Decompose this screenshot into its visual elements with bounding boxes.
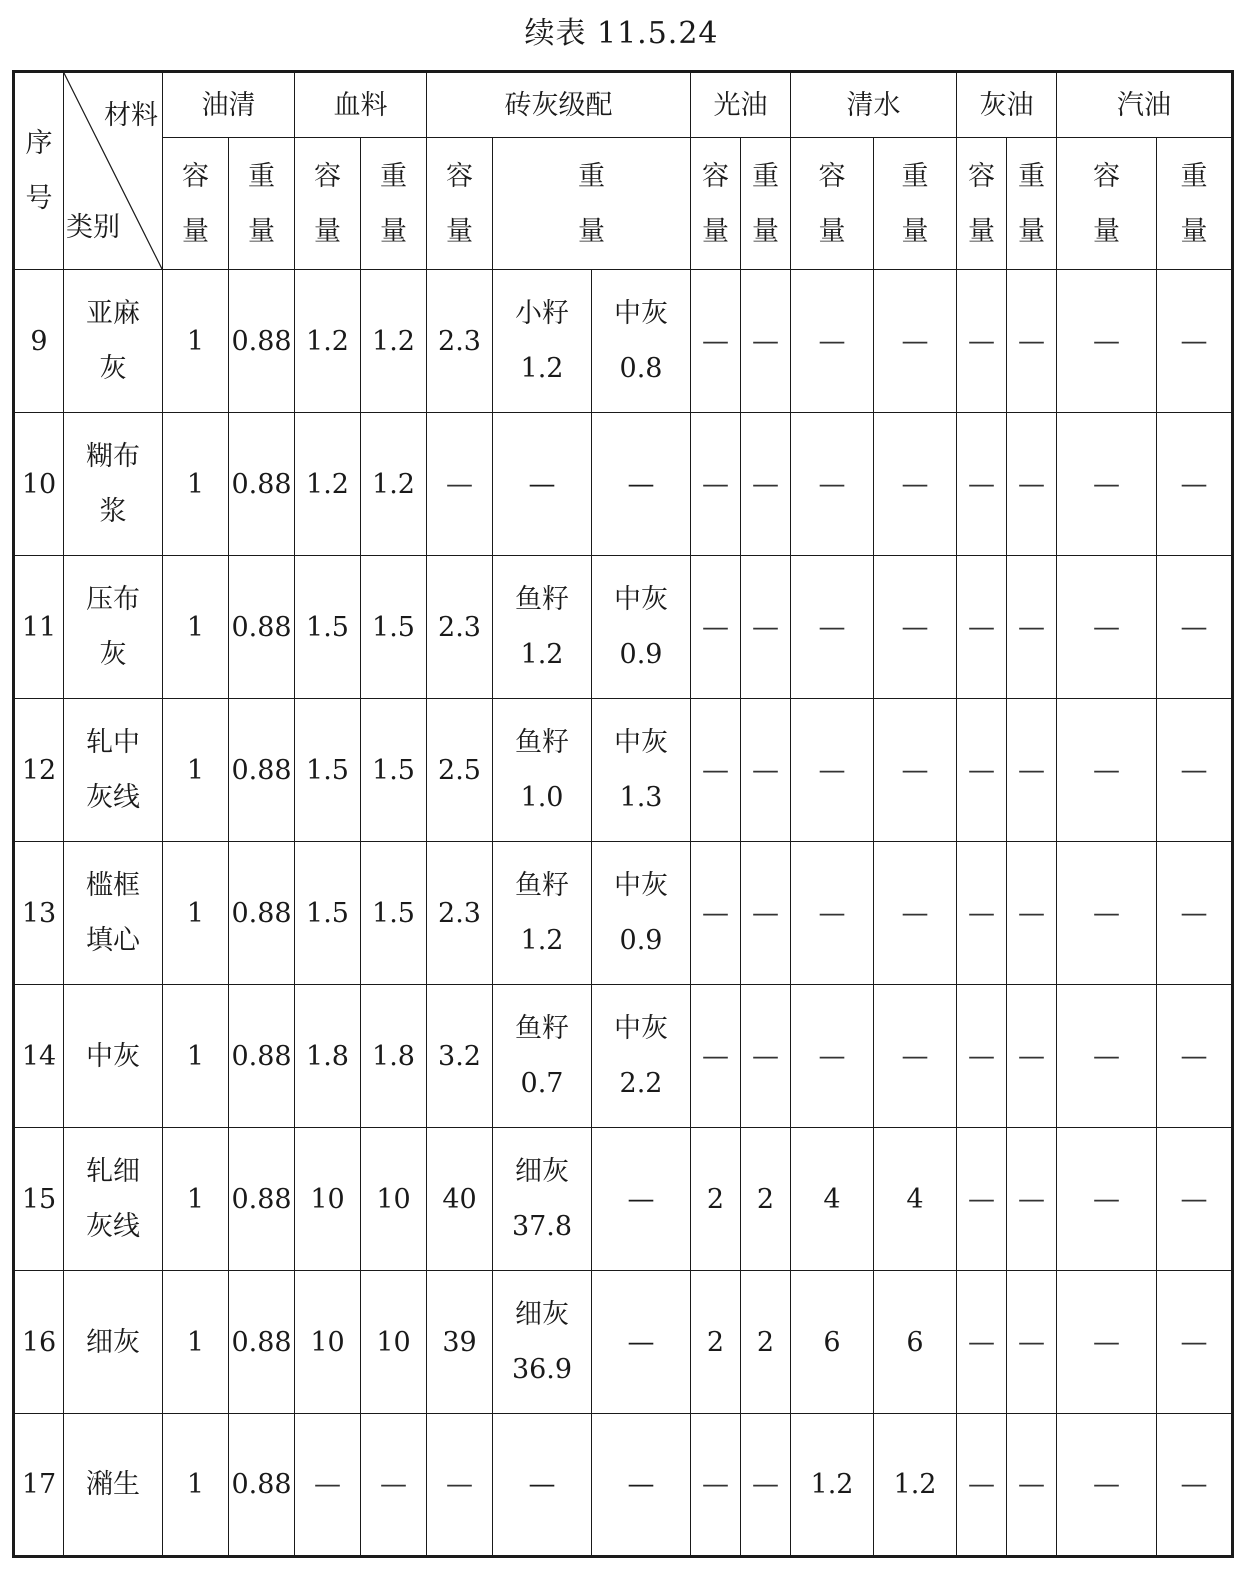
cell-light-vol: 2 bbox=[691, 1271, 741, 1414]
row-number: 9 bbox=[14, 270, 64, 413]
cell-water-vol: 1.2 bbox=[791, 1414, 874, 1557]
cell-water-wt: — bbox=[874, 556, 957, 699]
cell-water-vol: — bbox=[791, 842, 874, 985]
row-number: 14 bbox=[14, 985, 64, 1128]
subheader-light-wt: 重 量 bbox=[741, 138, 791, 270]
cell-grading-g1: 鱼籽 0.7 bbox=[493, 985, 592, 1128]
cell-ash-vol: — bbox=[957, 842, 1007, 985]
cell-oil-wt: 0.88 bbox=[229, 270, 295, 413]
cell-oil-wt: 0.88 bbox=[229, 1128, 295, 1271]
cell-light-wt: — bbox=[741, 985, 791, 1128]
cell-grading-g2: 中灰 1.3 bbox=[592, 699, 691, 842]
cell-grading-g2: 中灰 0.8 bbox=[592, 270, 691, 413]
cell-water-vol: 6 bbox=[791, 1271, 874, 1414]
cell-oil-vol: 1 bbox=[163, 1414, 229, 1557]
cell-brick-vol: 2.3 bbox=[427, 270, 493, 413]
cell-gas-wt: — bbox=[1157, 699, 1233, 842]
cell-light-vol: — bbox=[691, 556, 741, 699]
table-row bbox=[14, 985, 1233, 1128]
cell-oil-wt: 0.88 bbox=[229, 699, 295, 842]
cell-brick-vol: 40 bbox=[427, 1128, 493, 1271]
row-number: 13 bbox=[14, 842, 64, 985]
row-number: 17 bbox=[14, 1414, 64, 1557]
cell-gas-vol: — bbox=[1057, 842, 1157, 985]
table-body bbox=[14, 270, 1233, 1557]
cell-light-wt: — bbox=[741, 413, 791, 556]
cell-light-vol: — bbox=[691, 270, 741, 413]
row-number: 15 bbox=[14, 1128, 64, 1271]
cell-brick-vol: — bbox=[427, 1414, 493, 1557]
cell-blood-vol: — bbox=[295, 1414, 361, 1557]
cell-ash-wt: — bbox=[1007, 1414, 1057, 1557]
cell-oil-vol: 1 bbox=[163, 842, 229, 985]
cell-water-wt: — bbox=[874, 699, 957, 842]
cell-water-wt: — bbox=[874, 270, 957, 413]
header-category-label: 类别 bbox=[66, 212, 120, 243]
header-group-brick: 砖灰级配 bbox=[427, 72, 691, 138]
cell-grading-g1: 鱼籽 1.0 bbox=[493, 699, 592, 842]
subheader-blood-wt: 重 量 bbox=[361, 138, 427, 270]
cell-ash-vol: — bbox=[957, 1271, 1007, 1414]
header-subrow bbox=[14, 138, 1233, 270]
cell-blood-wt: 1.8 bbox=[361, 985, 427, 1128]
cell-blood-wt: 1.5 bbox=[361, 556, 427, 699]
cell-blood-wt: 1.5 bbox=[361, 699, 427, 842]
cell-blood-vol: 10 bbox=[295, 1128, 361, 1271]
header-seq: 序 号 bbox=[14, 72, 64, 270]
table-row bbox=[14, 1128, 1233, 1271]
subheader-oil-wt: 重 量 bbox=[229, 138, 295, 270]
cell-blood-vol: 1.2 bbox=[295, 270, 361, 413]
cell-light-vol: — bbox=[691, 842, 741, 985]
cell-gas-wt: — bbox=[1157, 413, 1233, 556]
cell-blood-wt: 10 bbox=[361, 1128, 427, 1271]
cell-grading-g1: 细灰 36.9 bbox=[493, 1271, 592, 1414]
cell-gas-vol: — bbox=[1057, 1128, 1157, 1271]
cell-grading-g2: 中灰 0.9 bbox=[592, 556, 691, 699]
subheader-brick-wt: 重 量 bbox=[493, 138, 691, 270]
table-row bbox=[14, 1414, 1233, 1557]
cell-grading-g2: — bbox=[592, 1414, 691, 1557]
cell-light-wt: 2 bbox=[741, 1271, 791, 1414]
cell-grading-g1: 鱼籽 1.2 bbox=[493, 842, 592, 985]
cell-oil-vol: 1 bbox=[163, 1128, 229, 1271]
subheader-light-vol: 容 量 bbox=[691, 138, 741, 270]
cell-brick-vol: 3.2 bbox=[427, 985, 493, 1128]
cell-blood-wt: 1.2 bbox=[361, 270, 427, 413]
cell-blood-vol: 1.5 bbox=[295, 556, 361, 699]
cell-gas-wt: — bbox=[1157, 556, 1233, 699]
subheader-ash-wt: 重 量 bbox=[1007, 138, 1057, 270]
row-number: 16 bbox=[14, 1271, 64, 1414]
cell-light-wt: — bbox=[741, 556, 791, 699]
cell-water-vol: — bbox=[791, 985, 874, 1128]
cell-water-wt: 1.2 bbox=[874, 1414, 957, 1557]
cell-oil-wt: 0.88 bbox=[229, 985, 295, 1128]
row-name: 轧中 灰线 bbox=[64, 699, 163, 842]
cell-ash-wt: — bbox=[1007, 1128, 1057, 1271]
cell-ash-vol: — bbox=[957, 985, 1007, 1128]
cell-oil-vol: 1 bbox=[163, 985, 229, 1128]
cell-brick-vol: — bbox=[427, 413, 493, 556]
cell-ash-wt: — bbox=[1007, 1271, 1057, 1414]
cell-grading-g2: — bbox=[592, 1128, 691, 1271]
cell-blood-wt: 10 bbox=[361, 1271, 427, 1414]
cell-grading-g1: — bbox=[493, 1414, 592, 1557]
cell-blood-vol: 1.2 bbox=[295, 413, 361, 556]
cell-blood-wt: 1.5 bbox=[361, 842, 427, 985]
row-name: 轧细 灰线 bbox=[64, 1128, 163, 1271]
header-group-gasoline: 汽油 bbox=[1057, 72, 1233, 138]
cell-gas-vol: — bbox=[1057, 1271, 1157, 1414]
cell-grading-g2: — bbox=[592, 413, 691, 556]
cell-oil-vol: 1 bbox=[163, 699, 229, 842]
cell-water-vol: — bbox=[791, 413, 874, 556]
row-name: 槛框 填心 bbox=[64, 842, 163, 985]
cell-ash-wt: — bbox=[1007, 699, 1057, 842]
cell-gas-wt: — bbox=[1157, 985, 1233, 1128]
row-name: 压布 灰 bbox=[64, 556, 163, 699]
table-row bbox=[14, 1271, 1233, 1414]
cell-water-wt: 4 bbox=[874, 1128, 957, 1271]
header-material-label: 材料 bbox=[104, 100, 158, 131]
cell-light-wt: — bbox=[741, 842, 791, 985]
subheader-gas-wt: 重 量 bbox=[1157, 138, 1233, 270]
row-number: 11 bbox=[14, 556, 64, 699]
cell-ash-wt: — bbox=[1007, 556, 1057, 699]
subheader-water-vol: 容 量 bbox=[791, 138, 874, 270]
cell-ash-vol: — bbox=[957, 1414, 1007, 1557]
cell-oil-wt: 0.88 bbox=[229, 413, 295, 556]
cell-grading-g2: — bbox=[592, 1271, 691, 1414]
cell-light-vol: — bbox=[691, 985, 741, 1128]
cell-grading-g1: — bbox=[493, 413, 592, 556]
cell-brick-vol: 2.5 bbox=[427, 699, 493, 842]
cell-ash-vol: — bbox=[957, 413, 1007, 556]
cell-oil-wt: 0.88 bbox=[229, 842, 295, 985]
cell-water-wt: — bbox=[874, 413, 957, 556]
cell-oil-vol: 1 bbox=[163, 556, 229, 699]
cell-gas-wt: — bbox=[1157, 842, 1233, 985]
cell-water-vol: — bbox=[791, 699, 874, 842]
cell-water-vol: 4 bbox=[791, 1128, 874, 1271]
table-row bbox=[14, 270, 1233, 413]
cell-grading-g2: 中灰 0.9 bbox=[592, 842, 691, 985]
cell-gas-wt: — bbox=[1157, 1414, 1233, 1557]
cell-light-wt: — bbox=[741, 699, 791, 842]
cell-ash-vol: — bbox=[957, 1128, 1007, 1271]
cell-light-vol: — bbox=[691, 413, 741, 556]
header-group-water: 清水 bbox=[791, 72, 957, 138]
subheader-ash-vol: 容 量 bbox=[957, 138, 1007, 270]
cell-gas-vol: — bbox=[1057, 270, 1157, 413]
cell-ash-vol: — bbox=[957, 270, 1007, 413]
cell-brick-vol: 39 bbox=[427, 1271, 493, 1414]
subheader-gas-vol: 容 量 bbox=[1057, 138, 1157, 270]
table-row bbox=[14, 699, 1233, 842]
cell-light-wt: — bbox=[741, 270, 791, 413]
row-name: 中灰 bbox=[64, 985, 163, 1128]
cell-grading-g1: 小籽 1.2 bbox=[493, 270, 592, 413]
table-row bbox=[14, 413, 1233, 556]
cell-ash-wt: — bbox=[1007, 270, 1057, 413]
subheader-oil-vol: 容 量 bbox=[163, 138, 229, 270]
row-number: 12 bbox=[14, 699, 64, 842]
subheader-blood-vol: 容 量 bbox=[295, 138, 361, 270]
cell-gas-wt: — bbox=[1157, 1271, 1233, 1414]
cell-water-wt: — bbox=[874, 842, 957, 985]
header-group-ash-oil: 灰油 bbox=[957, 72, 1057, 138]
cell-blood-vol: 1.5 bbox=[295, 842, 361, 985]
cell-grading-g1: 鱼籽 1.2 bbox=[493, 556, 592, 699]
cell-oil-wt: 0.88 bbox=[229, 1271, 295, 1414]
cell-oil-vol: 1 bbox=[163, 413, 229, 556]
header-group-oil: 油清 bbox=[163, 72, 295, 138]
cell-blood-vol: 10 bbox=[295, 1271, 361, 1414]
header-diagonal-cell bbox=[64, 72, 163, 270]
cell-light-wt: — bbox=[741, 1414, 791, 1557]
cell-grading-g2: 中灰 2.2 bbox=[592, 985, 691, 1128]
cell-gas-vol: — bbox=[1057, 556, 1157, 699]
cell-brick-vol: 2.3 bbox=[427, 842, 493, 985]
cell-water-vol: — bbox=[791, 270, 874, 413]
cell-light-wt: 2 bbox=[741, 1128, 791, 1271]
cell-light-vol: — bbox=[691, 699, 741, 842]
cell-blood-vol: 1.5 bbox=[295, 699, 361, 842]
cell-blood-wt: 1.2 bbox=[361, 413, 427, 556]
cell-water-wt: — bbox=[874, 985, 957, 1128]
cell-gas-wt: — bbox=[1157, 270, 1233, 413]
cell-oil-vol: 1 bbox=[163, 1271, 229, 1414]
row-number: 10 bbox=[14, 413, 64, 556]
cell-oil-wt: 0.88 bbox=[229, 1414, 295, 1557]
cell-grading-g1: 细灰 37.8 bbox=[493, 1128, 592, 1271]
row-name: 细灰 bbox=[64, 1271, 163, 1414]
cell-water-wt: 6 bbox=[874, 1271, 957, 1414]
cell-ash-vol: — bbox=[957, 699, 1007, 842]
cell-ash-wt: — bbox=[1007, 842, 1057, 985]
cell-gas-vol: — bbox=[1057, 985, 1157, 1128]
row-name: 糊布 浆 bbox=[64, 413, 163, 556]
cell-ash-vol: — bbox=[957, 556, 1007, 699]
cell-oil-wt: 0.88 bbox=[229, 556, 295, 699]
header-group-blood: 血料 bbox=[295, 72, 427, 138]
cell-gas-vol: — bbox=[1057, 1414, 1157, 1557]
subheader-brick-vol: 容 量 bbox=[427, 138, 493, 270]
subheader-water-wt: 重 量 bbox=[874, 138, 957, 270]
cell-ash-wt: — bbox=[1007, 985, 1057, 1128]
cell-gas-vol: — bbox=[1057, 699, 1157, 842]
cell-gas-vol: — bbox=[1057, 413, 1157, 556]
cell-water-vol: — bbox=[791, 556, 874, 699]
cell-light-vol: — bbox=[691, 1414, 741, 1557]
cell-light-vol: 2 bbox=[691, 1128, 741, 1271]
table-row bbox=[14, 556, 1233, 699]
cell-gas-wt: — bbox=[1157, 1128, 1233, 1271]
row-name: 潲生 bbox=[64, 1414, 163, 1557]
cell-brick-vol: 2.3 bbox=[427, 556, 493, 699]
header-group-light-oil: 光油 bbox=[691, 72, 791, 138]
table-caption: 续表 11.5.24 bbox=[524, 16, 719, 51]
row-name: 亚麻 灰 bbox=[64, 270, 163, 413]
cell-blood-vol: 1.8 bbox=[295, 985, 361, 1128]
material-ratio-table bbox=[12, 70, 1234, 1558]
cell-ash-wt: — bbox=[1007, 413, 1057, 556]
table-row bbox=[14, 842, 1233, 985]
cell-blood-wt: — bbox=[361, 1414, 427, 1557]
cell-oil-vol: 1 bbox=[163, 270, 229, 413]
